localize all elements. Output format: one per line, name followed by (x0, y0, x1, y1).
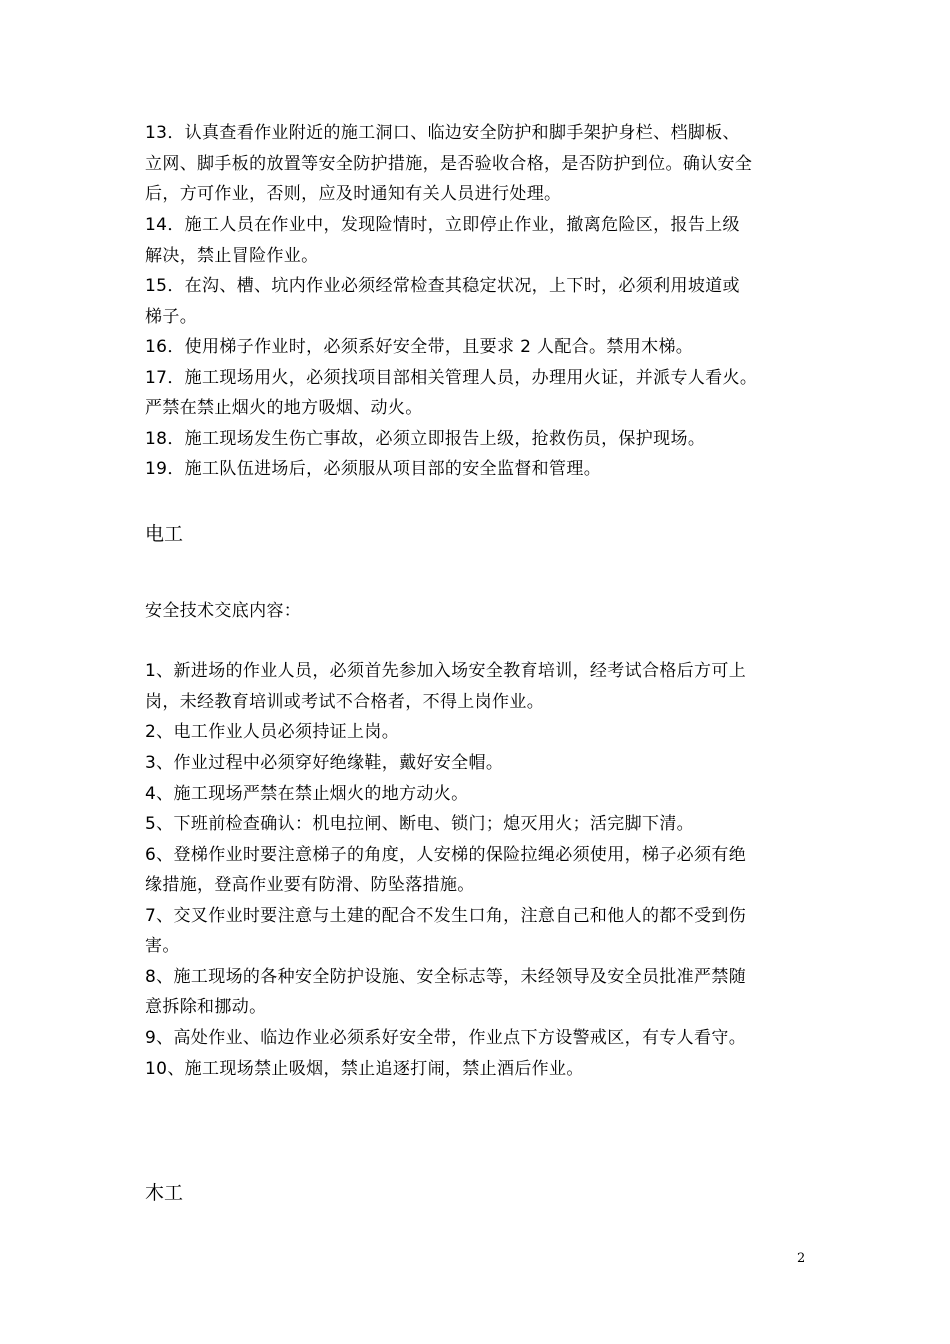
item-14-line-2: 解决，禁止冒险作业。 (145, 246, 319, 266)
electrician-item-4: 4、施工现场严禁在禁止烟火的地方动火。 (145, 784, 469, 804)
item-18-line: 18．施工现场发生伤亡事故，必须立即报告上级，抢救伤员，保护现场。 (145, 429, 706, 449)
item-19-line: 19．施工队伍进场后，必须服从项目部的安全监督和管理。 (145, 459, 602, 479)
electrician-heading: 电工 (145, 523, 184, 545)
item-16-line: 16．使用梯子作业时，必须系好安全带，且要求 2 人配合。禁用木梯。 (145, 337, 694, 357)
item-15-line-1: 15．在沟、槽、坑内作业必须经常检查其稳定状况，上下时，必须利用坡道或 (145, 276, 740, 296)
page-number: 2 (797, 1251, 806, 1266)
carpenter-heading: 木工 (145, 1182, 184, 1204)
electrician-item-7-line-2: 害。 (145, 936, 180, 956)
item-14-line-1: 14．施工人员在作业中，发现险情时，立即停止作业，撤离危险区，报告上级 (145, 215, 740, 235)
item-17-line-1: 17．施工现场用火，必须找项目部相关管理人员，办理用火证，并派专人看火。 (145, 368, 758, 388)
electrician-item-10: 10、施工现场禁止吸烟，禁止追逐打闹，禁止酒后作业。 (145, 1059, 584, 1079)
electrician-item-8-line-2: 意拆除和挪动。 (145, 997, 267, 1017)
electrician-item-1-line-2: 岗，未经教育培训或考试不合格者，不得上岗作业。 (145, 692, 545, 712)
item-15-line-2: 梯子。 (145, 307, 198, 327)
intro-label: 安全技术交底内容： (145, 601, 302, 621)
electrician-item-1-line-1: 1、新进场的作业人员，必须首先参加入场安全教育培训，经考试合格后方可上 (145, 661, 747, 681)
electrician-item-3: 3、作业过程中必须穿好绝缘鞋，戴好安全帽。 (145, 753, 504, 773)
electrician-item-8-line-1: 8、施工现场的各种安全防护设施、安全标志等，未经领导及安全员批准严禁随 (145, 967, 747, 987)
electrician-item-6-line-2: 缘措施，登高作业要有防滑、防坠落措施。 (145, 875, 475, 895)
electrician-item-2: 2、电工作业人员必须持证上岗。 (145, 722, 400, 742)
item-13-line-1: 13．认真查看作业附近的施工洞口、临边安全防护和脚手架护身栏、档脚板、 (145, 123, 740, 143)
item-13-line-3: 后，方可作业，否则，应及时通知有关人员进行处理。 (145, 184, 562, 204)
item-17-line-2: 严禁在禁止烟火的地方吸烟、动火。 (145, 398, 423, 418)
electrician-item-7-line-1: 7、交叉作业时要注意与土建的配合不发生口角，注意自己和他人的都不受到伤 (145, 906, 747, 926)
electrician-item-6-line-1: 6、登梯作业时要注意梯子的角度，人安梯的保险拉绳必须使用，梯子必须有绝 (145, 845, 747, 865)
electrician-item-9: 9、高处作业、临边作业必须系好安全带，作业点下方设警戒区，有专人看守。 (145, 1028, 747, 1048)
electrician-item-5: 5、下班前检查确认：机电拉闸、断电、锁门；熄灭用火；活完脚下清。 (145, 814, 695, 834)
item-13-line-2: 立网、脚手板的放置等安全防护措施，是否验收合格，是否防护到位。确认安全 (145, 154, 753, 174)
